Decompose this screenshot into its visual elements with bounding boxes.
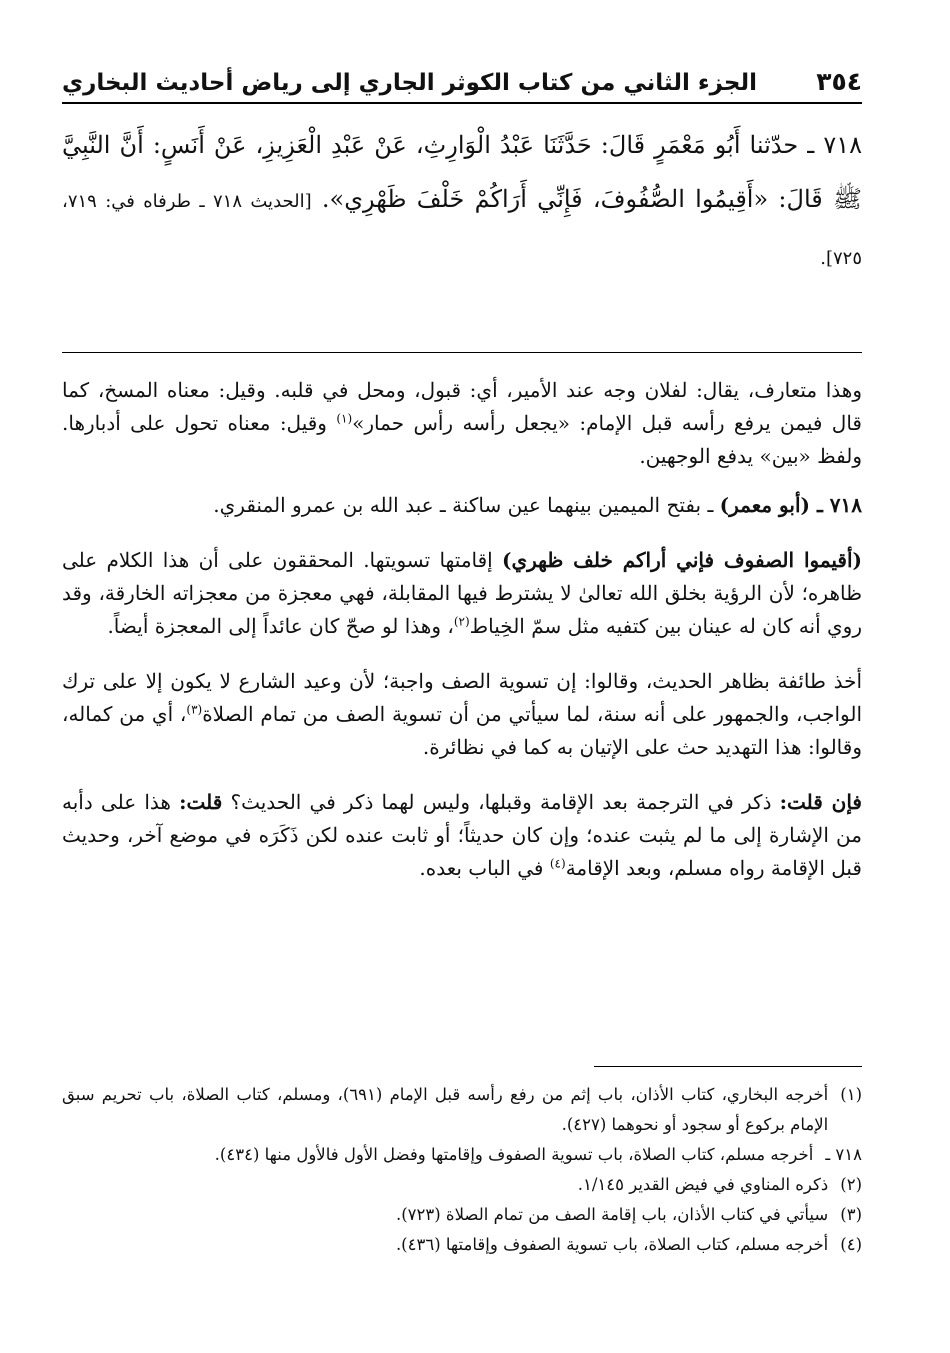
footnote-number: (١): [840, 1085, 862, 1104]
footnote-marker-3: (٣): [186, 702, 203, 717]
footnote-marker-1: (١): [336, 411, 353, 426]
footnote-marker-4: (٤): [549, 856, 566, 871]
paragraph-text: وقيل: معناه تحول على أدبارها. ولفظ «بين» يدفع الوجهين.: [62, 411, 862, 468]
hadith-text: [62, 118, 862, 286]
paragraph-text: إقامتها تسويتها. المحققون على أن هذا الكلام على ظاهره؛ لأن الرؤية بخلق الله تعالىٰ لا يشترط فيها المقابلة، فهي معجزة من معجزاته الخارقة، وقد روي أنه كان له عينان بين كتفيه مثل سمّ الخِياط: [62, 548, 862, 638]
footnote-divider: [594, 1066, 862, 1067]
footnote-text: سيأتي في كتاب الأذان، باب إقامة الصف من تمام الصلاة (٧٢٣).: [395, 1205, 829, 1224]
page-header: [62, 52, 862, 104]
hadith-body: ٧١٨ ـ حدّثنا أَبُو مَعْمَرٍ قَالَ: حَدَّثَنَا عَبْدُ الْوَارِثِ، عَنْ عَبْدِ الْعَزِيزِ، عَنْ أَنَسٍ: أَنَّ النَّبِيَّ ﷺ قَالَ: «أَقِيمُوا الصُّفُوفَ، فَإِنِّي أَرَاكُمْ خَلْفَ ظَهْرِي».: [62, 131, 862, 213]
footnote: [62, 1200, 862, 1230]
commentary-paragraph-4: [62, 665, 862, 764]
page-number: ٣٥٤: [816, 67, 862, 96]
paragraph-text: ، أي من كماله، وقالوا: هذا التهديد حث على الإتيان به كما في نظائرة.: [62, 702, 862, 759]
footnotes: [62, 1080, 862, 1260]
footnote: [62, 1080, 862, 1140]
narrator-heading: ٧١٨ ـ (أبو معمر): [719, 493, 862, 517]
footnote-number: ٧١٨ ـ: [825, 1145, 862, 1164]
commentary: [62, 374, 862, 901]
commentary-paragraph-5: [62, 786, 862, 885]
book-title: الجزء الثاني من كتاب الكوثر الجاري إلى رياض أحاديث البخاري: [62, 70, 758, 96]
hadith-quote-heading: (أقيموا الصفوف فإني أراكم خلف ظهري): [502, 548, 863, 572]
footnote: [62, 1140, 862, 1170]
paragraph-text: ، وهذا لو صحّ كان عائداً إلى المعجزة أيضاً.: [107, 614, 454, 638]
commentary-paragraph-2: [62, 489, 862, 522]
footnote-number: (٤): [840, 1235, 862, 1254]
commentary-paragraph-3: [62, 544, 862, 643]
question-label: فإن قلت:: [779, 790, 862, 814]
footnote: [62, 1230, 862, 1260]
footnote-text: أخرجه البخاري، كتاب الأذان، باب إثم من رفع رأسه قبل الإمام (٦٩١)، ومسلم، كتاب الصلاة، باب تحريم سبق الإمام بركوع أو سجود أو نحوهما (٤٢٧).: [62, 1085, 829, 1134]
paragraph-text: هذا على دأبه من الإشارة إلى ما لم يثبت عنده؛ وإن كان حديثاً؛ أو ثابت عنده لكن ذَكَرَه في موضع آخر، وحديث قبل الإقامة رواه مسلم، وبعد الإقامة: [62, 790, 862, 880]
commentary-paragraph-1: [62, 374, 862, 473]
footnote-text: أخرجه مسلم، كتاب الصلاة، باب تسوية الصفوف وإقامتها (٤٣٦).: [395, 1235, 829, 1254]
footnote-number: (٣): [840, 1205, 862, 1224]
paragraph-text: ـ بفتح الميمين بينهما عين ساكنة ـ عبد الله بن عمرو المنقري.: [213, 493, 720, 517]
paragraph-text: أخذ طائفة بظاهر الحديث، وقالوا: إن تسوية الصف واجبة؛ لأن وعيد الشارع لا يكون إلا على ترك الواجب، والجمهور على أنه سنة، لما سيأتي من أن تسوية الصف من تمام الصلاة: [62, 669, 863, 726]
footnote-text: أخرجه مسلم، كتاب الصلاة، باب تسوية الصفوف وإقامتها وفضل الأول فالأول منها (٤٣٤).: [214, 1145, 814, 1164]
hadith-reference: [الحديث ٧١٨ ـ طرفاه في: ٧١٩، ٧٢٥].: [62, 191, 862, 269]
section-divider: [62, 352, 862, 353]
paragraph-text: ذكر في الترجمة بعد الإقامة وقبلها، وليس لهما ذكر في الحديث؟: [222, 790, 780, 814]
footnote-text: ذكره المناوي في فيض القدير ١/١٤٥.: [577, 1175, 829, 1194]
answer-label: قلت:: [179, 790, 223, 814]
footnote: [62, 1170, 862, 1200]
paragraph-text: في الباب بعده.: [419, 856, 550, 880]
footnote-marker-2: (٢): [453, 614, 470, 629]
paragraph-text: وهذا متعارف، يقال: لفلان وجه عند الأمير، أي: قبول، ومحل في قلبه. وقيل: معناه المسخ، كما قال فيمن يرفع رأسه قبل الإمام: «يجعل رأسه رأس حمار»: [62, 378, 862, 435]
footnote-number: (٢): [840, 1175, 862, 1194]
